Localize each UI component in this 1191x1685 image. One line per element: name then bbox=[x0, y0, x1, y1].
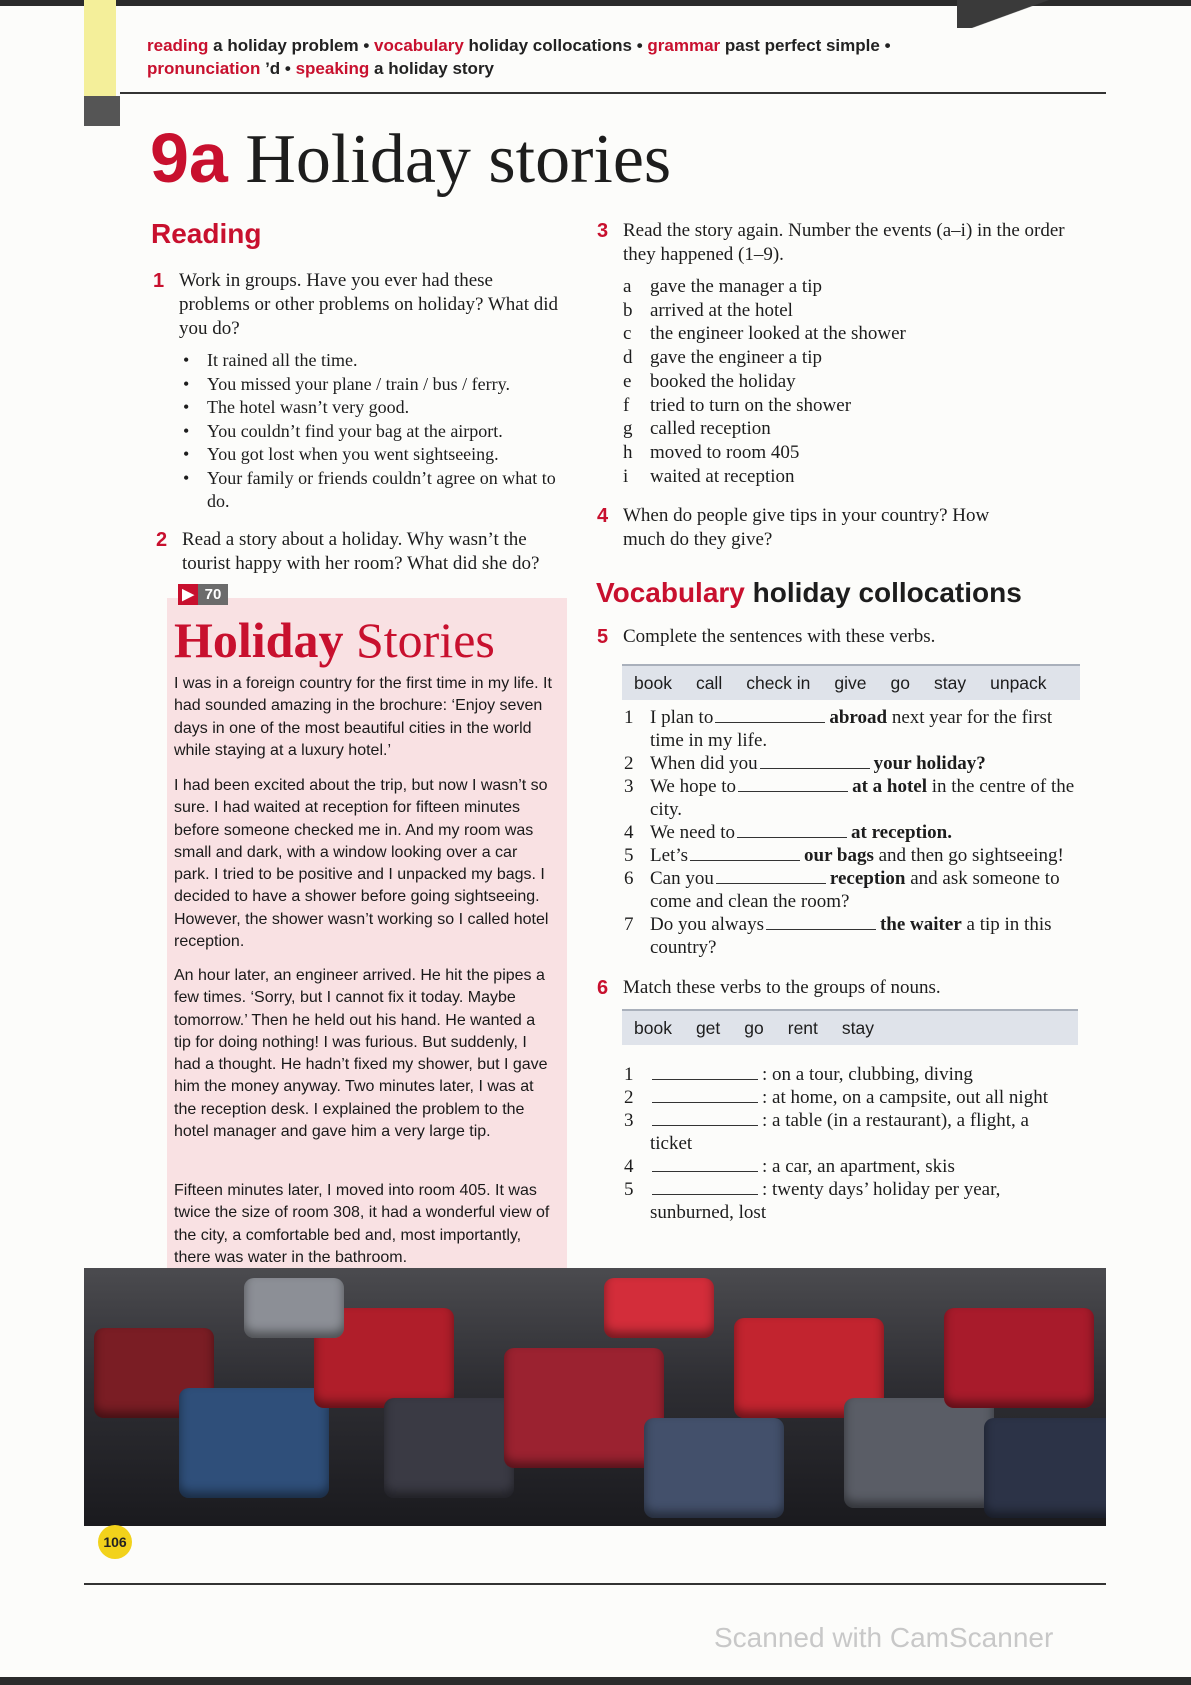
event-letter: a bbox=[623, 276, 632, 297]
sentence-before: We need to bbox=[650, 822, 735, 843]
reading-heading: Reading bbox=[151, 218, 262, 249]
scanner-watermark: Scanned with CamScanner bbox=[714, 1622, 1054, 1653]
suitcase-shape bbox=[384, 1398, 514, 1498]
answer-blank[interactable] bbox=[690, 845, 800, 861]
unit-title bbox=[150, 118, 671, 200]
list-item: • Your family or friends couldn’t agree on what to do. bbox=[179, 467, 569, 514]
story-paragraph: I was in a foreign country for the first time in my life. It had sounded amazing in the brochure: ‘Enjoy seven days in one of the most beautiful cities in the world while staying at a luxury hotel.’ bbox=[174, 675, 552, 759]
verb-box bbox=[622, 1009, 1078, 1045]
lesson-objectives-banner bbox=[147, 34, 967, 80]
question-number: 4 bbox=[597, 505, 609, 527]
story-paragraph: Fifteen minutes later, I moved into room 405. It was twice the size of room 308, it had a wonderful view of the city, a comfortable bed and, most importantly, there was water in the bathroom. bbox=[174, 1182, 550, 1266]
match-item bbox=[624, 1110, 1070, 1155]
list-item bbox=[623, 417, 1063, 441]
story-title bbox=[174, 612, 495, 668]
title-accent-strip bbox=[84, 96, 120, 126]
banner-separator: • bbox=[636, 36, 643, 55]
scan-corner-shadow bbox=[957, 0, 1107, 28]
banner-separator: • bbox=[284, 59, 291, 78]
match-item bbox=[624, 1179, 1070, 1224]
story-paragraph: I had been excited about the trip, but now I wasn’t so sure. I had waited at reception for fifteen minutes before someone checked me in. And my room was small and dark, with a window looking over a car park. I tried to be positive and I unpacked my bags. I decided to have a shower before going sightseeing. However, the shower wasn’t working so I called hotel reception. bbox=[174, 777, 549, 951]
event-text: gave the engineer a tip bbox=[650, 347, 822, 369]
list-item bbox=[623, 322, 1063, 346]
story-paragraph: An hour later, an engineer arrived. He hit the pipes a few times. ‘Sorry, but I cannot fix it today. Maybe tomorrow.’ Then he held out his hand. He wanted a tip for doing nothing! I was furious. But suddenly, I had a thought. He hadn’t fixed my shower, but I gave him the money anyway. Two minutes later, I was at the reception desk. I explained the problem to the hotel manager and gave him a very large tip. bbox=[174, 967, 548, 1141]
event-letter: e bbox=[623, 370, 632, 392]
answer-blank[interactable] bbox=[738, 776, 848, 792]
list-item bbox=[623, 370, 1063, 394]
verb-option: stay bbox=[934, 672, 967, 693]
sentence-bold: at reception. bbox=[851, 822, 952, 843]
list-item: • You missed your plane / train / bus / ferry. bbox=[179, 373, 569, 397]
sentence-number: 6 bbox=[624, 868, 634, 889]
question-text: Read a story about a holiday. Why wasn’t the tourist happy with her room? What did she do? bbox=[182, 529, 540, 574]
sentence-number: 5 bbox=[624, 845, 634, 866]
story-title-rest: Stories bbox=[355, 612, 495, 668]
question-number: 6 bbox=[597, 977, 609, 999]
sentence-number: 7 bbox=[624, 914, 634, 935]
question-number: 5 bbox=[597, 626, 609, 648]
sentence-number: 4 bbox=[624, 822, 634, 843]
event-letter: f bbox=[623, 394, 630, 416]
event-letter: g bbox=[623, 418, 633, 440]
question-text: Read the story again. Number the events (a–i) in the order they happened (1–9). bbox=[623, 220, 1065, 265]
bottom-divider bbox=[84, 1583, 1106, 1585]
question-2 bbox=[156, 528, 572, 576]
match-number: 4 bbox=[624, 1156, 634, 1177]
sentence-bold: abroad bbox=[829, 707, 888, 728]
banner-label: speaking bbox=[295, 59, 370, 78]
question-text: Match these verbs to the groups of nouns. bbox=[623, 977, 941, 998]
banner-label: vocabulary bbox=[374, 36, 464, 55]
verb-box bbox=[622, 664, 1080, 700]
event-letter: c bbox=[623, 323, 632, 345]
match-text: : a table (in a restaurant), a flight, a ticket bbox=[650, 1110, 1029, 1154]
verb-option: give bbox=[834, 672, 867, 693]
match-number: 3 bbox=[624, 1110, 634, 1131]
sentence-item bbox=[624, 868, 1090, 913]
banner-text: a holiday story bbox=[374, 59, 495, 78]
scan-edge-bottom bbox=[0, 1677, 1191, 1685]
answer-blank[interactable] bbox=[652, 1110, 758, 1126]
event-text: gave the manager a tip bbox=[650, 276, 822, 297]
verb-option: stay bbox=[841, 1017, 875, 1038]
list-item bbox=[623, 394, 1063, 418]
vocabulary-heading-label: Vocabulary bbox=[596, 577, 745, 608]
question-number: 3 bbox=[597, 220, 609, 242]
banner-label: pronunciation bbox=[147, 59, 261, 78]
page-number: 106 bbox=[98, 1525, 132, 1559]
answer-blank[interactable] bbox=[766, 914, 876, 930]
banner-separator: • bbox=[363, 36, 370, 55]
unit-title-text: Holiday stories bbox=[245, 121, 672, 198]
list-item: • The hotel wasn’t very good. bbox=[179, 396, 569, 420]
vocabulary-heading-topic: holiday collocations bbox=[752, 577, 1022, 608]
suitcase-shape bbox=[244, 1278, 344, 1338]
sentence-after: a tip in this country? bbox=[650, 914, 1052, 958]
match-text: : at home, on a campsite, out all night bbox=[762, 1087, 1048, 1108]
answer-blank[interactable] bbox=[716, 868, 826, 884]
answer-blank[interactable] bbox=[652, 1064, 758, 1080]
verb-option: rent bbox=[787, 1017, 818, 1038]
question-number: 1 bbox=[153, 270, 165, 292]
question-3 bbox=[597, 219, 1083, 267]
verb-option: unpack bbox=[990, 672, 1047, 693]
suitcase-shape bbox=[644, 1418, 784, 1518]
question-6 bbox=[597, 976, 1063, 1000]
banner-label: reading bbox=[147, 36, 209, 55]
event-list bbox=[623, 275, 1063, 488]
sentence-before: We hope to bbox=[650, 776, 737, 797]
banner-text: ’d bbox=[265, 59, 281, 78]
banner-divider bbox=[120, 92, 1106, 94]
match-text: : twenty days’ holiday per year, sunburned, lost bbox=[650, 1179, 1001, 1223]
answer-blank[interactable] bbox=[652, 1179, 758, 1195]
event-text: called reception bbox=[650, 418, 771, 440]
sentence-after: in the centre of the city. bbox=[650, 776, 1075, 820]
luggage-photo bbox=[84, 1268, 1106, 1526]
verb-option: book bbox=[634, 672, 672, 693]
event-text: booked the holiday bbox=[650, 370, 796, 392]
audio-track-number: 70 bbox=[198, 584, 228, 605]
banner-accent-strip bbox=[84, 0, 116, 96]
event-letter: b bbox=[623, 299, 633, 321]
sentence-before: I plan to bbox=[650, 707, 714, 728]
list-item bbox=[623, 346, 1063, 370]
list-item bbox=[623, 465, 1063, 489]
question-text: Complete the sentences with these verbs. bbox=[623, 626, 936, 647]
verb-option: call bbox=[695, 672, 723, 693]
suitcase-shape bbox=[504, 1348, 664, 1468]
problem-list bbox=[179, 349, 569, 514]
event-text: tried to turn on the shower bbox=[650, 394, 852, 416]
suitcase-shape bbox=[604, 1278, 714, 1338]
banner-line-2 bbox=[147, 57, 967, 80]
sentence-item bbox=[624, 776, 1090, 821]
sentence-before: Let’s bbox=[650, 845, 688, 866]
event-text: moved to room 405 bbox=[650, 441, 800, 463]
sentence-before: Do you always bbox=[650, 914, 764, 935]
sentence-item bbox=[624, 753, 1090, 776]
verb-option: go bbox=[890, 672, 910, 693]
event-text: waited at reception bbox=[650, 465, 795, 487]
banner-text: past perfect simple bbox=[724, 36, 880, 55]
question-number: 2 bbox=[156, 529, 168, 551]
sentence-item bbox=[624, 707, 1090, 752]
list-item: • You couldn’t find your bag at the airport. bbox=[179, 420, 569, 444]
event-letter: h bbox=[623, 441, 633, 463]
audio-track-button[interactable] bbox=[178, 584, 228, 605]
sentence-bold: your holiday? bbox=[873, 753, 986, 774]
sentence-before: When did you bbox=[650, 753, 758, 774]
list-item: • It rained all the time. bbox=[179, 349, 569, 373]
question-text: When do people give tips in your country? How much do they give? bbox=[623, 505, 990, 550]
verb-option: book bbox=[634, 1017, 672, 1038]
match-number: 5 bbox=[624, 1179, 634, 1200]
event-text: the engineer looked at the shower bbox=[650, 323, 906, 345]
answer-blank[interactable] bbox=[652, 1087, 758, 1103]
question-text: Work in groups. Have you ever had these problems or other problems on holiday? What did you do? bbox=[179, 270, 559, 339]
event-letter: d bbox=[623, 347, 633, 369]
event-letter: i bbox=[623, 465, 629, 487]
suitcase-shape bbox=[179, 1388, 329, 1498]
sentence-item bbox=[624, 845, 1090, 868]
suitcase-shape bbox=[844, 1398, 994, 1508]
sentence-number: 2 bbox=[624, 753, 634, 774]
match-text: : on a tour, clubbing, diving bbox=[762, 1064, 973, 1085]
sentence-bold: at a hotel bbox=[852, 776, 927, 797]
banner-separator: • bbox=[884, 36, 891, 55]
verb-option: go bbox=[744, 1017, 764, 1038]
answer-blank[interactable] bbox=[760, 753, 870, 769]
question-1 bbox=[153, 269, 559, 341]
match-text: : a car, an apartment, skis bbox=[762, 1156, 955, 1177]
list-item bbox=[623, 299, 1063, 323]
list-item: • You got lost when you went sightseeing. bbox=[179, 443, 569, 467]
match-number: 1 bbox=[624, 1064, 634, 1085]
sentence-item bbox=[624, 822, 1090, 845]
vocabulary-heading bbox=[596, 577, 1022, 609]
list-item bbox=[623, 441, 1063, 465]
banner-text: a holiday problem bbox=[213, 36, 359, 55]
sentence-after: next year for the first time in my life. bbox=[650, 707, 1053, 751]
match-item bbox=[624, 1087, 1070, 1110]
question-4 bbox=[597, 504, 1023, 552]
suitcase-shape bbox=[944, 1308, 1094, 1408]
story-title-bold: Holiday bbox=[174, 612, 344, 668]
verb-option: check in bbox=[746, 672, 811, 693]
sentence-bold: reception bbox=[829, 868, 906, 889]
verb-option: get bbox=[695, 1017, 721, 1038]
sentence-number: 1 bbox=[624, 707, 634, 728]
banner-label: grammar bbox=[647, 36, 721, 55]
sentence-bold: our bags bbox=[804, 845, 874, 866]
match-item bbox=[624, 1156, 1070, 1179]
event-text: arrived at the hotel bbox=[650, 299, 793, 321]
list-item bbox=[623, 275, 1063, 299]
play-icon: ▶ bbox=[182, 586, 194, 603]
sentence-before: Can you bbox=[650, 868, 714, 889]
answer-blank[interactable] bbox=[737, 822, 847, 838]
sentence-after: and ask someone to come and clean the room? bbox=[650, 868, 1060, 912]
banner-line-1 bbox=[147, 34, 967, 57]
unit-number: 9a bbox=[150, 119, 228, 197]
suitcase-shape bbox=[984, 1418, 1106, 1518]
question-5 bbox=[597, 625, 1063, 649]
sentence-after: and then go sightseeing! bbox=[878, 845, 1064, 866]
banner-text: holiday collocations bbox=[468, 36, 632, 55]
sentence-bold: the waiter bbox=[879, 914, 962, 935]
answer-blank[interactable] bbox=[652, 1156, 758, 1172]
sentence-number: 3 bbox=[624, 776, 634, 797]
match-item bbox=[624, 1064, 1070, 1087]
answer-blank[interactable] bbox=[715, 707, 825, 723]
match-number: 2 bbox=[624, 1087, 634, 1108]
sentence-item bbox=[624, 914, 1090, 959]
